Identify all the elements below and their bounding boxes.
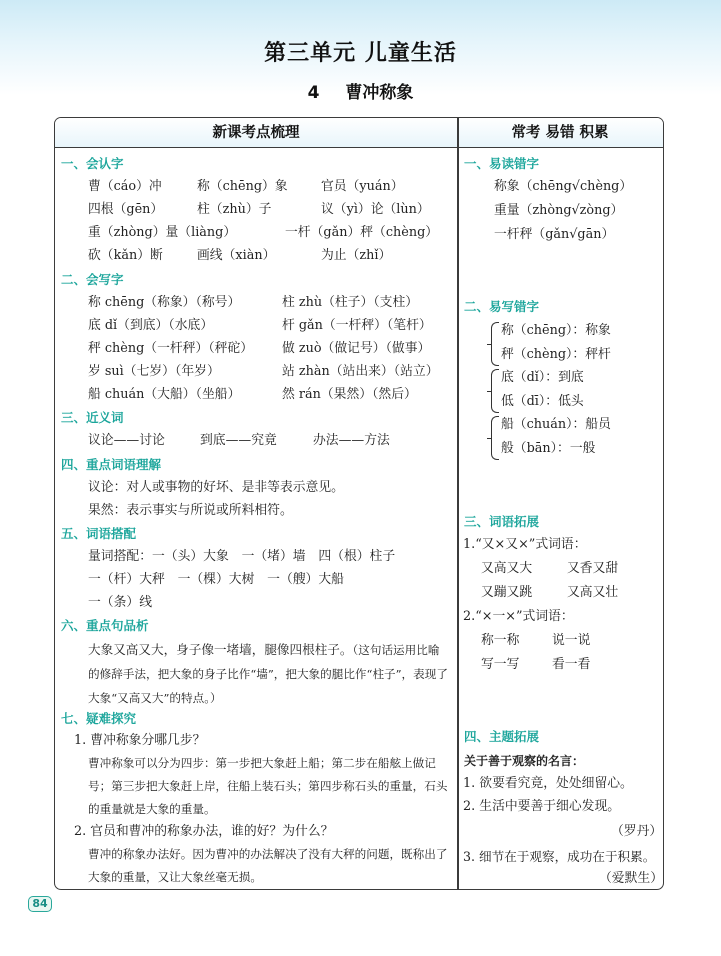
synonym-item: 议论——讨论 <box>88 433 165 448</box>
lesson-name: 曹冲称象 <box>345 83 414 103</box>
word-item: 然 rán（果然）（然后） <box>282 387 417 402</box>
expansion-word: 又高又大 <box>481 561 533 576</box>
word-item: 底 dǐ（到底）（水底） <box>88 318 214 333</box>
brace <box>491 322 499 366</box>
quote-author: （爱默生） <box>599 871 663 886</box>
sentence-analysis: （这句话运用比喻的修辞手法，把大象的身子比作“墙”，把大象的腿比作“柱子”，表现了大象“又高又大”的特点。） <box>88 643 448 705</box>
synonym-item: 到底——究竟 <box>200 433 277 448</box>
misread-item: 一杆秤（gǎn√gān） <box>494 227 615 242</box>
collocation-line: 一（杆）大秤 一（棵）大树 一（艘）大船 <box>88 572 344 587</box>
section-title: 一、会认字 <box>61 156 124 171</box>
miswrite-item: 低（dī）：低头 <box>501 394 584 409</box>
expansion-word: 称一称 <box>481 633 520 648</box>
word-item: 柱（zhù）子 <box>197 202 272 217</box>
definition-line: 果然：表示事实与所说或所料相符。 <box>88 503 293 518</box>
word-item: 四根（gēn） <box>88 202 164 217</box>
page-number: 84 <box>28 896 52 912</box>
word-item: 站 zhàn（站出来）（站立） <box>282 364 439 379</box>
quote: 2. 生活中要善于细心发现。 <box>463 799 621 814</box>
section-title: 一、易读错字 <box>464 156 540 171</box>
word-item: 议（yì）论（lùn） <box>321 202 430 217</box>
word-item: 一杆（gǎn）秤（chèng） <box>285 225 439 240</box>
key-sentence: 大象又高又大，身子像一堵墙，腿像四根柱子。 <box>88 642 353 657</box>
section-title: 四、重点词语理解 <box>61 457 162 472</box>
section-title: 四、主题拓展 <box>464 729 540 744</box>
unit-title: 第三单元 儿童生活 <box>264 41 457 66</box>
miswrite-item: 般（bān）：一般 <box>501 441 596 456</box>
misread-item: 重量（zhòng√zòng） <box>494 203 624 218</box>
section-title: 五、词语搭配 <box>61 526 137 541</box>
brace <box>491 416 499 460</box>
miswrite-item: 称（chēng）：称象 <box>501 323 611 338</box>
word-item: 重（zhòng）量（liàng） <box>88 225 237 240</box>
miswrite-item: 底（dǐ）：到底 <box>501 370 584 385</box>
miswrite-item: 船（chuán）：船员 <box>501 417 611 432</box>
collocation-line: 一（条）线 <box>88 595 152 610</box>
section-title: 二、易写错字 <box>464 299 540 314</box>
section-title: 三、近义词 <box>61 410 124 425</box>
lesson-number: 4 <box>307 83 320 103</box>
misread-item: 称象（chēng√chèng） <box>494 179 633 194</box>
expansion-word: 又高又壮 <box>567 585 619 600</box>
expansion-pattern: 2.“×一×”式词语： <box>463 609 574 624</box>
content-table <box>54 117 664 890</box>
word-item: 做 zuò（做记号）（做事） <box>282 341 431 356</box>
quote: 3. 细节在于观察，成功在于积累。 <box>463 849 656 864</box>
word-item: 官员（yuán） <box>321 179 404 194</box>
section-title: 二、会写字 <box>61 272 124 287</box>
section-title: 七、疑难探究 <box>61 711 137 726</box>
question: 2. 官员和曹冲的称象办法，谁的好？为什么？ <box>74 824 334 839</box>
definition-line: 议论：对人或事物的好坏、是非等表示意见。 <box>88 480 344 495</box>
expansion-word: 说一说 <box>552 633 591 648</box>
expansion-word: 又蹦又跳 <box>481 585 533 600</box>
answer: 曹冲称象可以分为四步：第一步把大象赶上船；第二步在船舷上做记号；第三步把大象赶上岸，往船上装石头；第四步称石头的重量，石头的重量就是大象的重量。 <box>88 756 448 816</box>
expansion-word: 写一写 <box>481 657 520 672</box>
lesson-title <box>0 78 721 103</box>
quote: 1. 欲要看究竟，处处细留心。 <box>463 776 633 791</box>
column-divider <box>457 118 459 889</box>
word-item: 秤 chèng（一杆秤）（秤砣） <box>88 341 254 356</box>
left-column-header: 新课考点梳理 <box>55 118 457 148</box>
quotes-subtitle: 关于善于观察的名言： <box>464 754 585 768</box>
word-item: 船 chuán（大船）（坐船） <box>88 387 241 402</box>
miswrite-item: 秤（chèng）：秤杆 <box>501 347 611 362</box>
right-column-header: 常考 易错 积累 <box>457 118 663 148</box>
question: 1. 曹冲称象分哪几步？ <box>74 733 206 748</box>
word-item: 柱 zhù（柱子）（支柱） <box>282 295 419 310</box>
word-item: 曹（cáo）冲 <box>88 179 162 194</box>
word-item: 砍（kǎn）断 <box>88 248 163 263</box>
word-item: 为止（zhǐ） <box>321 248 392 263</box>
brace <box>491 369 499 413</box>
section-title: 三、词语拓展 <box>464 514 540 529</box>
collocation-line: 量词搭配：一（头）大象 一（堵）墙 四（根）柱子 <box>88 549 396 564</box>
word-item: 画线（xiàn） <box>197 248 276 263</box>
expansion-pattern: 1.“又×又×”式词语： <box>463 537 587 552</box>
expansion-word: 看一看 <box>552 657 591 672</box>
section-title: 六、重点句品析 <box>61 618 149 633</box>
word-item: 称 chēng（称象）（称号） <box>88 295 241 310</box>
key-sentence-block <box>88 638 448 710</box>
quote-author: （罗丹） <box>611 824 663 839</box>
answer: 曹冲的称象办法好。因为曹冲的办法解决了没有大秤的问题，既称出了大象的重量，又让大象丝毫无损。 <box>88 847 448 884</box>
expansion-word: 又香又甜 <box>567 561 619 576</box>
word-item: 杆 gǎn（一杆秤）（笔杆） <box>282 318 432 333</box>
word-item: 称（chēng）象 <box>197 179 288 194</box>
word-item: 岁 suì（七岁）（年岁） <box>88 364 220 379</box>
synonym-item: 办法——方法 <box>313 433 390 448</box>
